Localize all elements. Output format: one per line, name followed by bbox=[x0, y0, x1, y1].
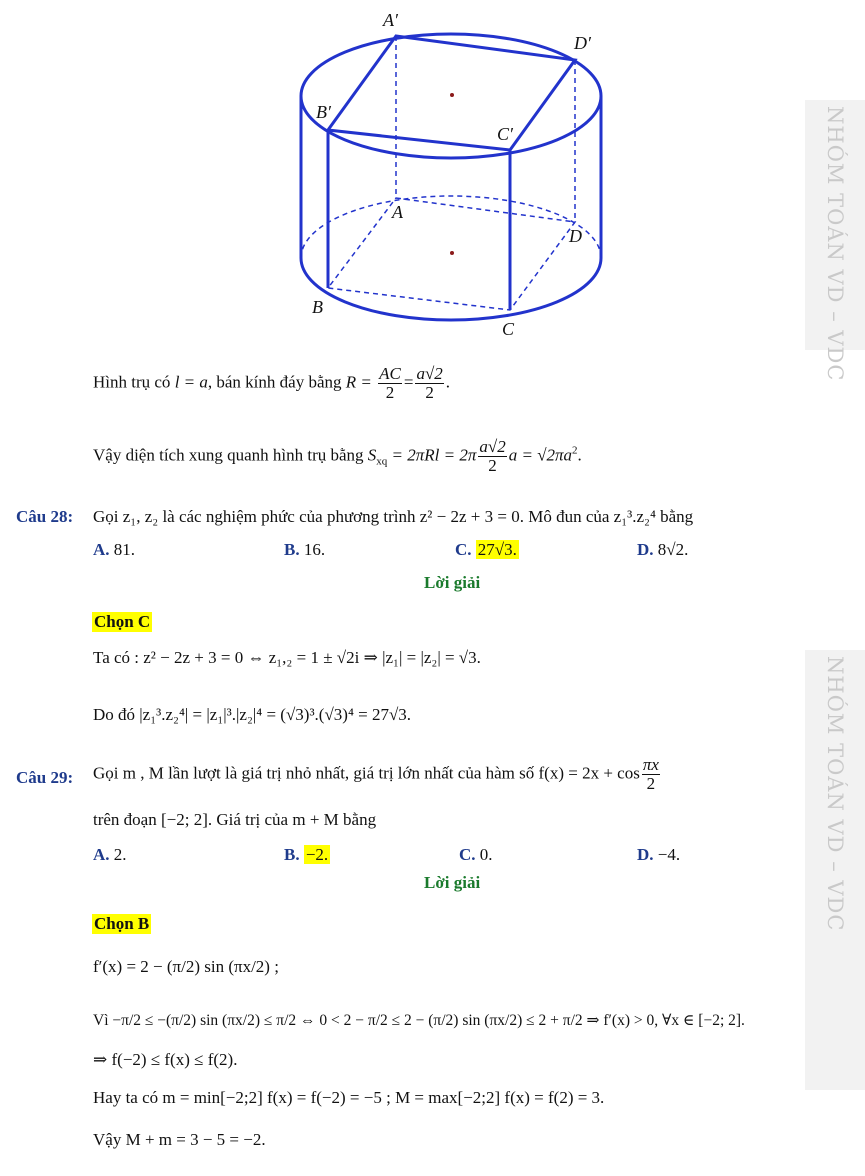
top-center-dot bbox=[450, 93, 454, 97]
q28-option-b[interactable]: B. 16. bbox=[284, 540, 326, 559]
solution27-line1: Hình trụ có l = a, bán kính đáy bằng R = $\frac{AC}{2}$ = $\frac{a√2}{2}$ . bbox=[93, 364, 451, 402]
q29-chosen: Chọn B bbox=[94, 914, 150, 933]
q29-solution-title: Lời giải bbox=[424, 873, 481, 892]
q29-minmax: Hay ta có m = min[−2;2] f(x) = f(−2) = −5 ; M = max[−2;2] f(x) = f(2) = 3. bbox=[93, 1088, 605, 1107]
q29-option-b[interactable]: B. −2. bbox=[284, 845, 329, 864]
solution27-line2: Vậy diện tích xung quanh hình trụ bằng $S_{xq} = 2\pi Rl = 2\pi$ $\frac{a√2}{2}$ $a = √2\pi a^2$. bbox=[93, 437, 582, 475]
label-C-prime: C′ bbox=[497, 124, 513, 144]
watermark-bottom: NHÓM TOÁN VD – VDC bbox=[805, 650, 865, 1090]
q29-text2: trên đoạn [−2; 2]. Giá trị của m + M bằng bbox=[93, 810, 377, 829]
q29-option-a[interactable]: A. 2. bbox=[93, 845, 127, 864]
q29-monotonic: ⇒ f(−2) ≤ f(x) ≤ f(2). bbox=[93, 1050, 238, 1069]
q29-final: Vậy M + m = 3 − 5 = −2. bbox=[93, 1130, 266, 1149]
q28-option-d[interactable]: D. 8√2. bbox=[637, 540, 689, 559]
q29-label: Câu 29: bbox=[16, 768, 74, 787]
bottom-center-dot bbox=[450, 251, 454, 255]
top-square bbox=[328, 36, 575, 150]
q29-option-d[interactable]: D. −4. bbox=[637, 845, 681, 864]
label-B-prime: B′ bbox=[316, 102, 331, 122]
q28-option-a[interactable]: A. 81. bbox=[93, 540, 136, 559]
label-D-prime: D′ bbox=[574, 33, 591, 53]
q29-derivative: f′(x) = 2 − (π/2) sin (πx/2) ; bbox=[93, 957, 279, 976]
label-A-prime: A′ bbox=[383, 10, 398, 30]
frac-AC-over-2: $\frac{AC}{2}$ bbox=[379, 364, 401, 402]
q28-solution-line2: Do đó |z₁³.z₂⁴| = |z₁|³.|z₂|⁴ = (√3)³.(√3)⁴ = 27√3. bbox=[93, 705, 412, 724]
q29-option-c[interactable]: C. 0. bbox=[459, 845, 493, 864]
q29-inequality: Vì −π/2 ≤ −(π/2) sin (πx/2) ≤ π/2 ⇔ 0 < 2 − π/2 ≤ 2 − (π/2) sin (πx/2) ≤ 2 + π/2 ⇒ f′(x) > 0, ∀x ∈ [−2; 2]. bbox=[93, 1012, 745, 1029]
bottom-front-arc bbox=[301, 258, 601, 320]
q28-option-c[interactable]: C. 27√3. bbox=[455, 540, 517, 559]
label-C: C bbox=[502, 319, 515, 339]
q28-text: Gọi z₁, z₂ là các nghiệm phức của phương trình z² − 2z + 3 = 0. Mô đun của z₁³.z₂⁴ bằng bbox=[93, 507, 694, 526]
q29-text: Gọi m , M lần lượt là giá trị nhỏ nhất, giá trị lớn nhất của hàm số f(x) = 2x + cos $\frac{\pi x}{2}$ bbox=[93, 755, 659, 793]
frac-a-sqrt2-over-2: $\frac{a√2}{2}$ bbox=[416, 364, 443, 402]
label-D: D bbox=[569, 226, 582, 246]
label-A: A bbox=[392, 202, 403, 222]
q28-solution-line1: Ta có : z² − 2z + 3 = 0 ⇔ z₁,₂ = 1 ± √2i ⇒ |z₁| = |z₂| = √3. bbox=[93, 648, 481, 667]
cylinder-figure bbox=[290, 5, 620, 345]
watermark-top: NHÓM TOÁN VD – VDC bbox=[805, 100, 865, 350]
label-B: B bbox=[312, 297, 323, 317]
q28-solution-title: Lời giải bbox=[424, 573, 481, 592]
q28-chosen: Chọn C bbox=[94, 612, 151, 631]
frac-a-sqrt2-over-2-b: $\frac{a√2}{2}$ bbox=[479, 437, 506, 475]
q28-label: Câu 28: bbox=[16, 507, 74, 526]
frac-pix-over-2: $\frac{\pi x}{2}$ bbox=[642, 755, 659, 793]
